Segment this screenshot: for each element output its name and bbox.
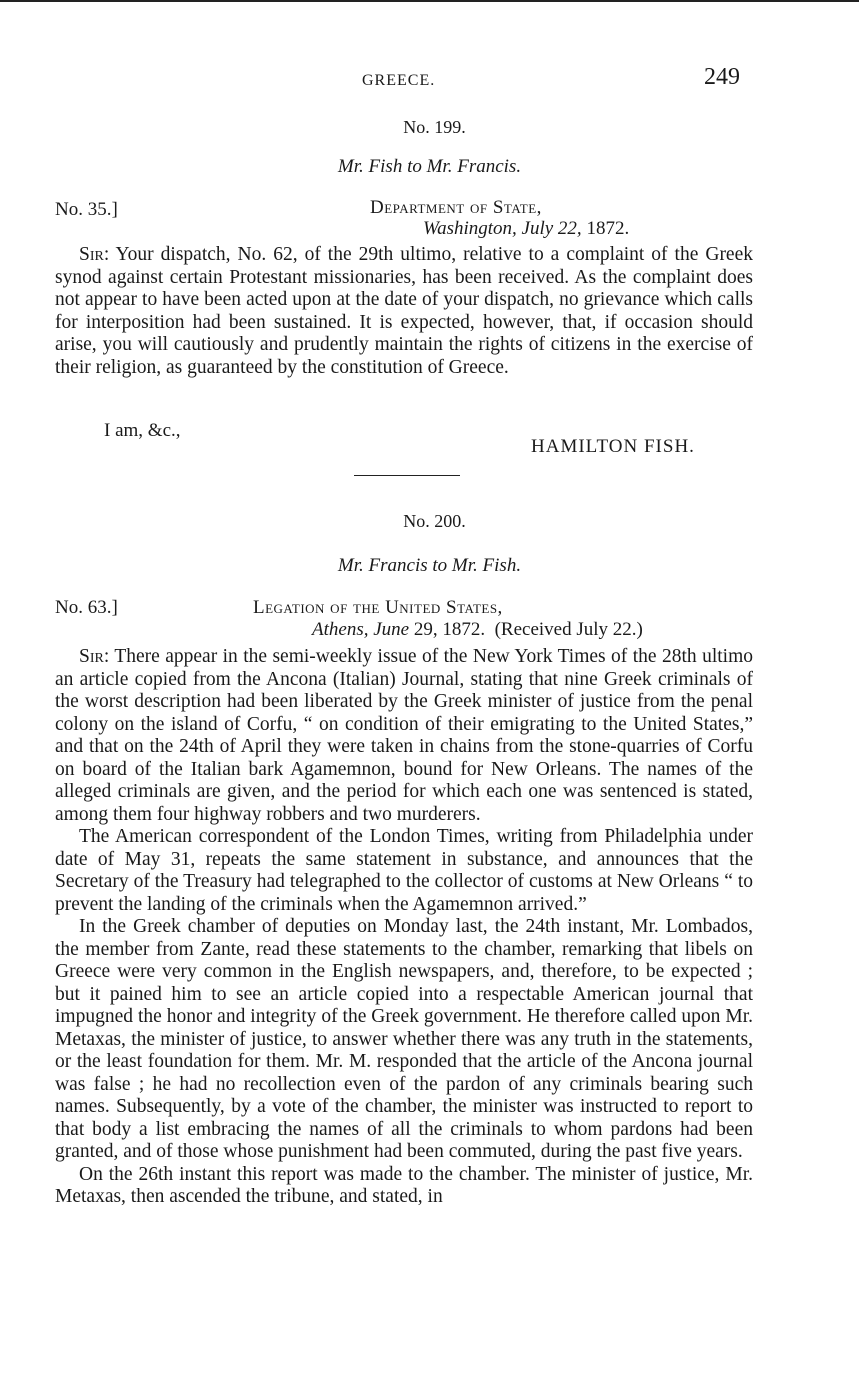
salutation: Sir	[79, 244, 104, 265]
origin-office: Department of State,	[370, 197, 542, 218]
body-paragraph: : There appear in the semi-weekly issue of the New York Times of the 28th ultimo an article copied from the Ancona (Italian) Journal, stating that nine Greek criminals of the worst description had been liberated by the Greek minister of justice from the penal colony on the island of Corfu, “ on condition of their emigrating to the United States,” and that on the 24th of April they were taken in chains from the stone-quarries of Corfu on board of the Italian bark Agamemnon, bound for New Orleans. The names of the alleged criminals are given, and the period for which each one was sentenced is stated, among them four highway robbers and two murderers.	[55, 646, 753, 825]
received-note: (Received July 22.)	[494, 619, 643, 640]
dateline-place-date: Washington, July 22,	[423, 218, 582, 239]
document-number: No. 200.	[403, 511, 466, 531]
dateline-place-date: Athens, June	[312, 619, 410, 640]
letter-body	[55, 244, 753, 379]
body-paragraph: The American correspondent of the London Times, writing from Philadelphia under date of May 31, repeats the same statement in substance, and announces that the Secretary of the Treasury had telegraphed to the collector of customs at New Orleans “ to prevent the landing of the criminals when the Agamemnon arrived.”	[55, 826, 753, 915]
despatch-number: No. 63.]	[55, 597, 118, 618]
page-number: 249	[704, 64, 740, 90]
document-title: Mr. Francis to Mr. Fish.	[337, 555, 522, 576]
document-title: Mr. Fish to Mr. Francis.	[337, 156, 522, 177]
body-paragraph: : Your dispatch, No. 62, of the 29th ultimo, relative to a complaint of the Greek synod against certain Protestant missionaries, has been received. As the complaint does not appear to have been acted upon at the date of your dispatch, no grievance which calls for interposition had been sustained. It is expected, however, that, if occasion should arise, you will cautiously and prudently maintain the rights of citizens in the exercise of their religion, as guaranteed by the constitution of Greece.	[55, 244, 753, 378]
salutation: Sir	[79, 646, 104, 667]
body-paragraph: On the 26th instant this report was made to the chamber. The minister of justice, Mr. Metaxas, then ascended the tribune, and stated, in	[55, 1163, 753, 1207]
dateline-year: 1872.	[586, 218, 630, 239]
dateline	[423, 218, 629, 240]
section-divider	[354, 475, 460, 476]
body-paragraph: In the Greek chamber of deputies on Monday last, the 24th instant, Mr. Lombados, the member from Zante, read these statements to the chamber, remarking that libels on Greece were very common in the English newspapers, and, therefore, to be expected ; but it pained him to see an article copied into a respectable American journal that impugned the honor and integrity of the Greek government. He therefore called upon Mr. Metaxas, the minister of justice, to answer whether there was any truth in the statements, or the least foundation for them. Mr. M. responded that the article of the Ancona journal was false ; he had no recollection even of the pardon of any criminals bearing such names. Subsequently, by a vote of the chamber, the minister was instructed to report to that body a list embracing the names of all the criminals to whom pardons had been granted, and of those whose punishment had been commuted, during the past five years.	[55, 916, 753, 1162]
top-border-line	[0, 0, 859, 2]
despatch-number: No. 35.]	[55, 199, 118, 220]
origin-office: Legation of the United States,	[253, 597, 503, 618]
dateline	[312, 619, 643, 641]
letter-body	[55, 646, 753, 1209]
closing: I am, &c.,	[104, 420, 181, 441]
document-number: No. 199.	[403, 117, 466, 137]
signature: HAMILTON FISH.	[531, 436, 695, 457]
dateline-date: 29, 1872.	[413, 619, 486, 640]
running-head: GREECE.	[362, 72, 436, 89]
